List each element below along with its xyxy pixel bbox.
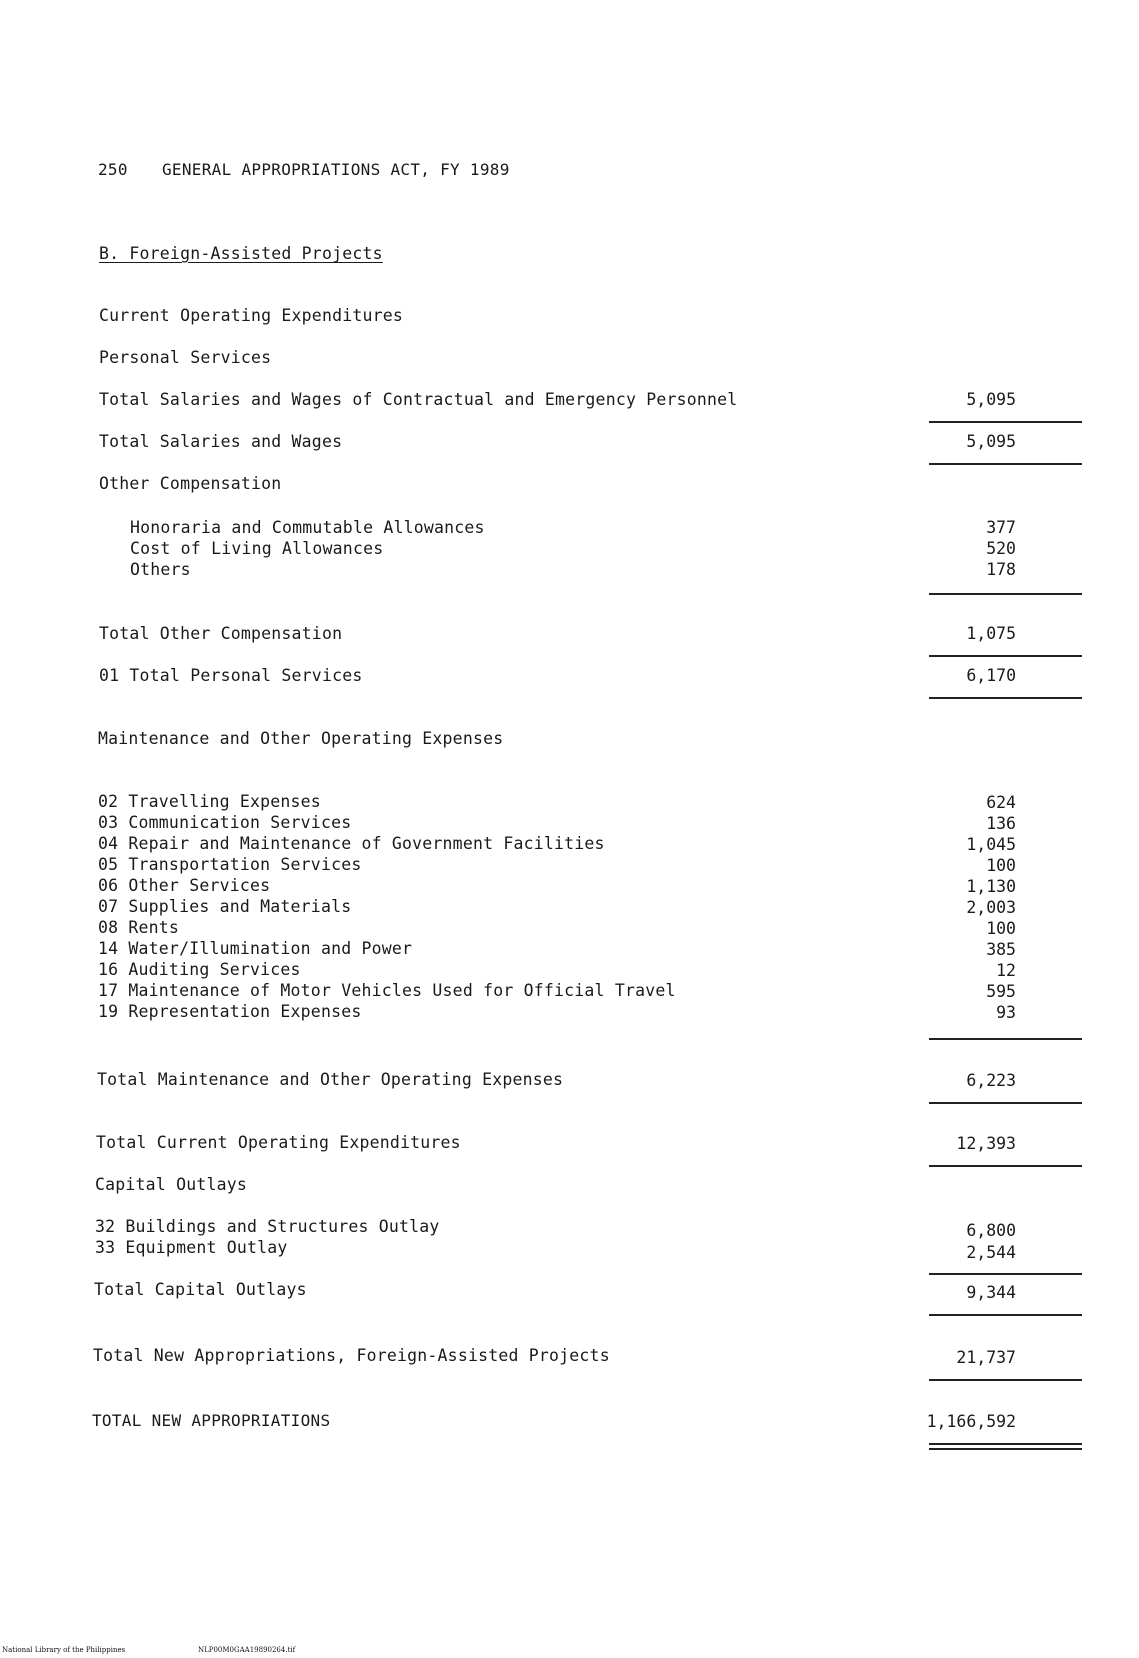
list-item-value: 377	[986, 518, 1016, 537]
list-item-value: 136	[986, 814, 1016, 833]
double-rule-bottom	[929, 1448, 1082, 1450]
list-item-value: 595	[986, 982, 1016, 1001]
total-capital-outlays-label: Total Capital Outlays	[94, 1280, 307, 1299]
list-item-value: 178	[986, 560, 1016, 579]
total-mooe-label: Total Maintenance and Other Operating Expenses	[97, 1070, 564, 1089]
contractual-salaries-value: 5,095	[966, 390, 1016, 409]
list-item-value: 12	[996, 961, 1016, 980]
divider	[929, 1273, 1082, 1275]
list-item-label: Honoraria and Commutable Allowances	[130, 518, 485, 537]
list-item-value: 93	[996, 1003, 1016, 1022]
list-item-label: 08 Rents	[98, 918, 180, 937]
total-foreign-assisted-value: 21,737	[956, 1348, 1016, 1367]
list-item-label: 16 Auditing Services	[98, 960, 301, 979]
total-personal-services-value: 6,170	[966, 666, 1016, 685]
other-compensation-heading: Other Compensation	[99, 474, 282, 493]
total-capital-outlays-value: 9,344	[966, 1283, 1016, 1302]
total-current-operating-value: 12,393	[956, 1134, 1016, 1153]
list-item-label: Others	[130, 560, 191, 579]
section-title: B. Foreign-Assisted Projects	[99, 244, 383, 263]
list-item-label: 17 Maintenance of Motor Vehicles Used for Official Travel	[98, 981, 676, 1000]
list-item-value: 624	[986, 793, 1016, 812]
divider	[929, 1038, 1082, 1040]
list-item-value: 6,800	[966, 1221, 1016, 1240]
divider	[929, 1102, 1082, 1104]
list-item-value: 2,544	[966, 1243, 1016, 1262]
list-item-label: 14 Water/Illumination and Power	[98, 939, 413, 958]
total-foreign-assisted-label: Total New Appropriations, Foreign-Assisted Projects	[93, 1346, 610, 1365]
divider	[929, 1165, 1082, 1167]
total-salaries-value: 5,095	[966, 432, 1016, 451]
double-rule-top	[929, 1443, 1082, 1445]
divider	[929, 697, 1082, 699]
divider	[929, 655, 1082, 657]
list-item-value: 1,130	[966, 877, 1016, 896]
list-item-label: 33 Equipment Outlay	[95, 1238, 288, 1257]
divider	[929, 1379, 1082, 1381]
list-item-value: 1,045	[966, 835, 1016, 854]
page-title: GENERAL APPROPRIATIONS ACT, FY 1989	[162, 160, 510, 179]
list-item-label: Cost of Living Allowances	[130, 539, 384, 558]
mooe-heading: Maintenance and Other Operating Expenses	[98, 729, 504, 748]
footer-filename: NLP00M0GAA19890264.tif	[198, 1646, 296, 1654]
divider	[929, 593, 1082, 595]
divider	[929, 463, 1082, 465]
list-item-label: 02 Travelling Expenses	[98, 792, 321, 811]
list-item-value: 385	[986, 940, 1016, 959]
grand-total-label: TOTAL NEW APPROPRIATIONS	[92, 1411, 331, 1430]
total-other-compensation-label: Total Other Compensation	[99, 624, 343, 643]
list-item-label: 06 Other Services	[98, 876, 271, 895]
list-item-label: 04 Repair and Maintenance of Government Facilities	[98, 834, 605, 853]
list-item-value: 2,003	[966, 898, 1016, 917]
capital-outlays-heading: Capital Outlays	[95, 1175, 248, 1194]
footer-library: National Library of the Philippines	[2, 1646, 126, 1654]
page-number: 250	[98, 160, 128, 179]
list-item-value: 520	[986, 539, 1016, 558]
contractual-salaries-label: Total Salaries and Wages of Contractual and Emergency Personnel	[99, 390, 738, 409]
list-item-label: 05 Transportation Services	[98, 855, 362, 874]
grand-total-value: 1,166,592	[926, 1412, 1016, 1431]
total-salaries-label: Total Salaries and Wages	[99, 432, 343, 451]
list-item-label: 19 Representation Expenses	[98, 1002, 362, 1021]
list-item-label: 07 Supplies and Materials	[98, 897, 352, 916]
divider	[929, 421, 1082, 423]
total-other-compensation-value: 1,075	[966, 624, 1016, 643]
list-item-value: 100	[986, 856, 1016, 875]
list-item-label: 32 Buildings and Structures Outlay	[95, 1217, 440, 1236]
divider	[929, 1314, 1082, 1316]
list-item-value: 100	[986, 919, 1016, 938]
total-mooe-value: 6,223	[966, 1071, 1016, 1090]
total-current-operating-label: Total Current Operating Expenditures	[96, 1133, 461, 1152]
total-personal-services-label: 01 Total Personal Services	[99, 666, 363, 685]
personal-services-heading: Personal Services	[99, 348, 272, 367]
list-item-label: 03 Communication Services	[98, 813, 352, 832]
current-operating-heading: Current Operating Expenditures	[99, 306, 404, 325]
